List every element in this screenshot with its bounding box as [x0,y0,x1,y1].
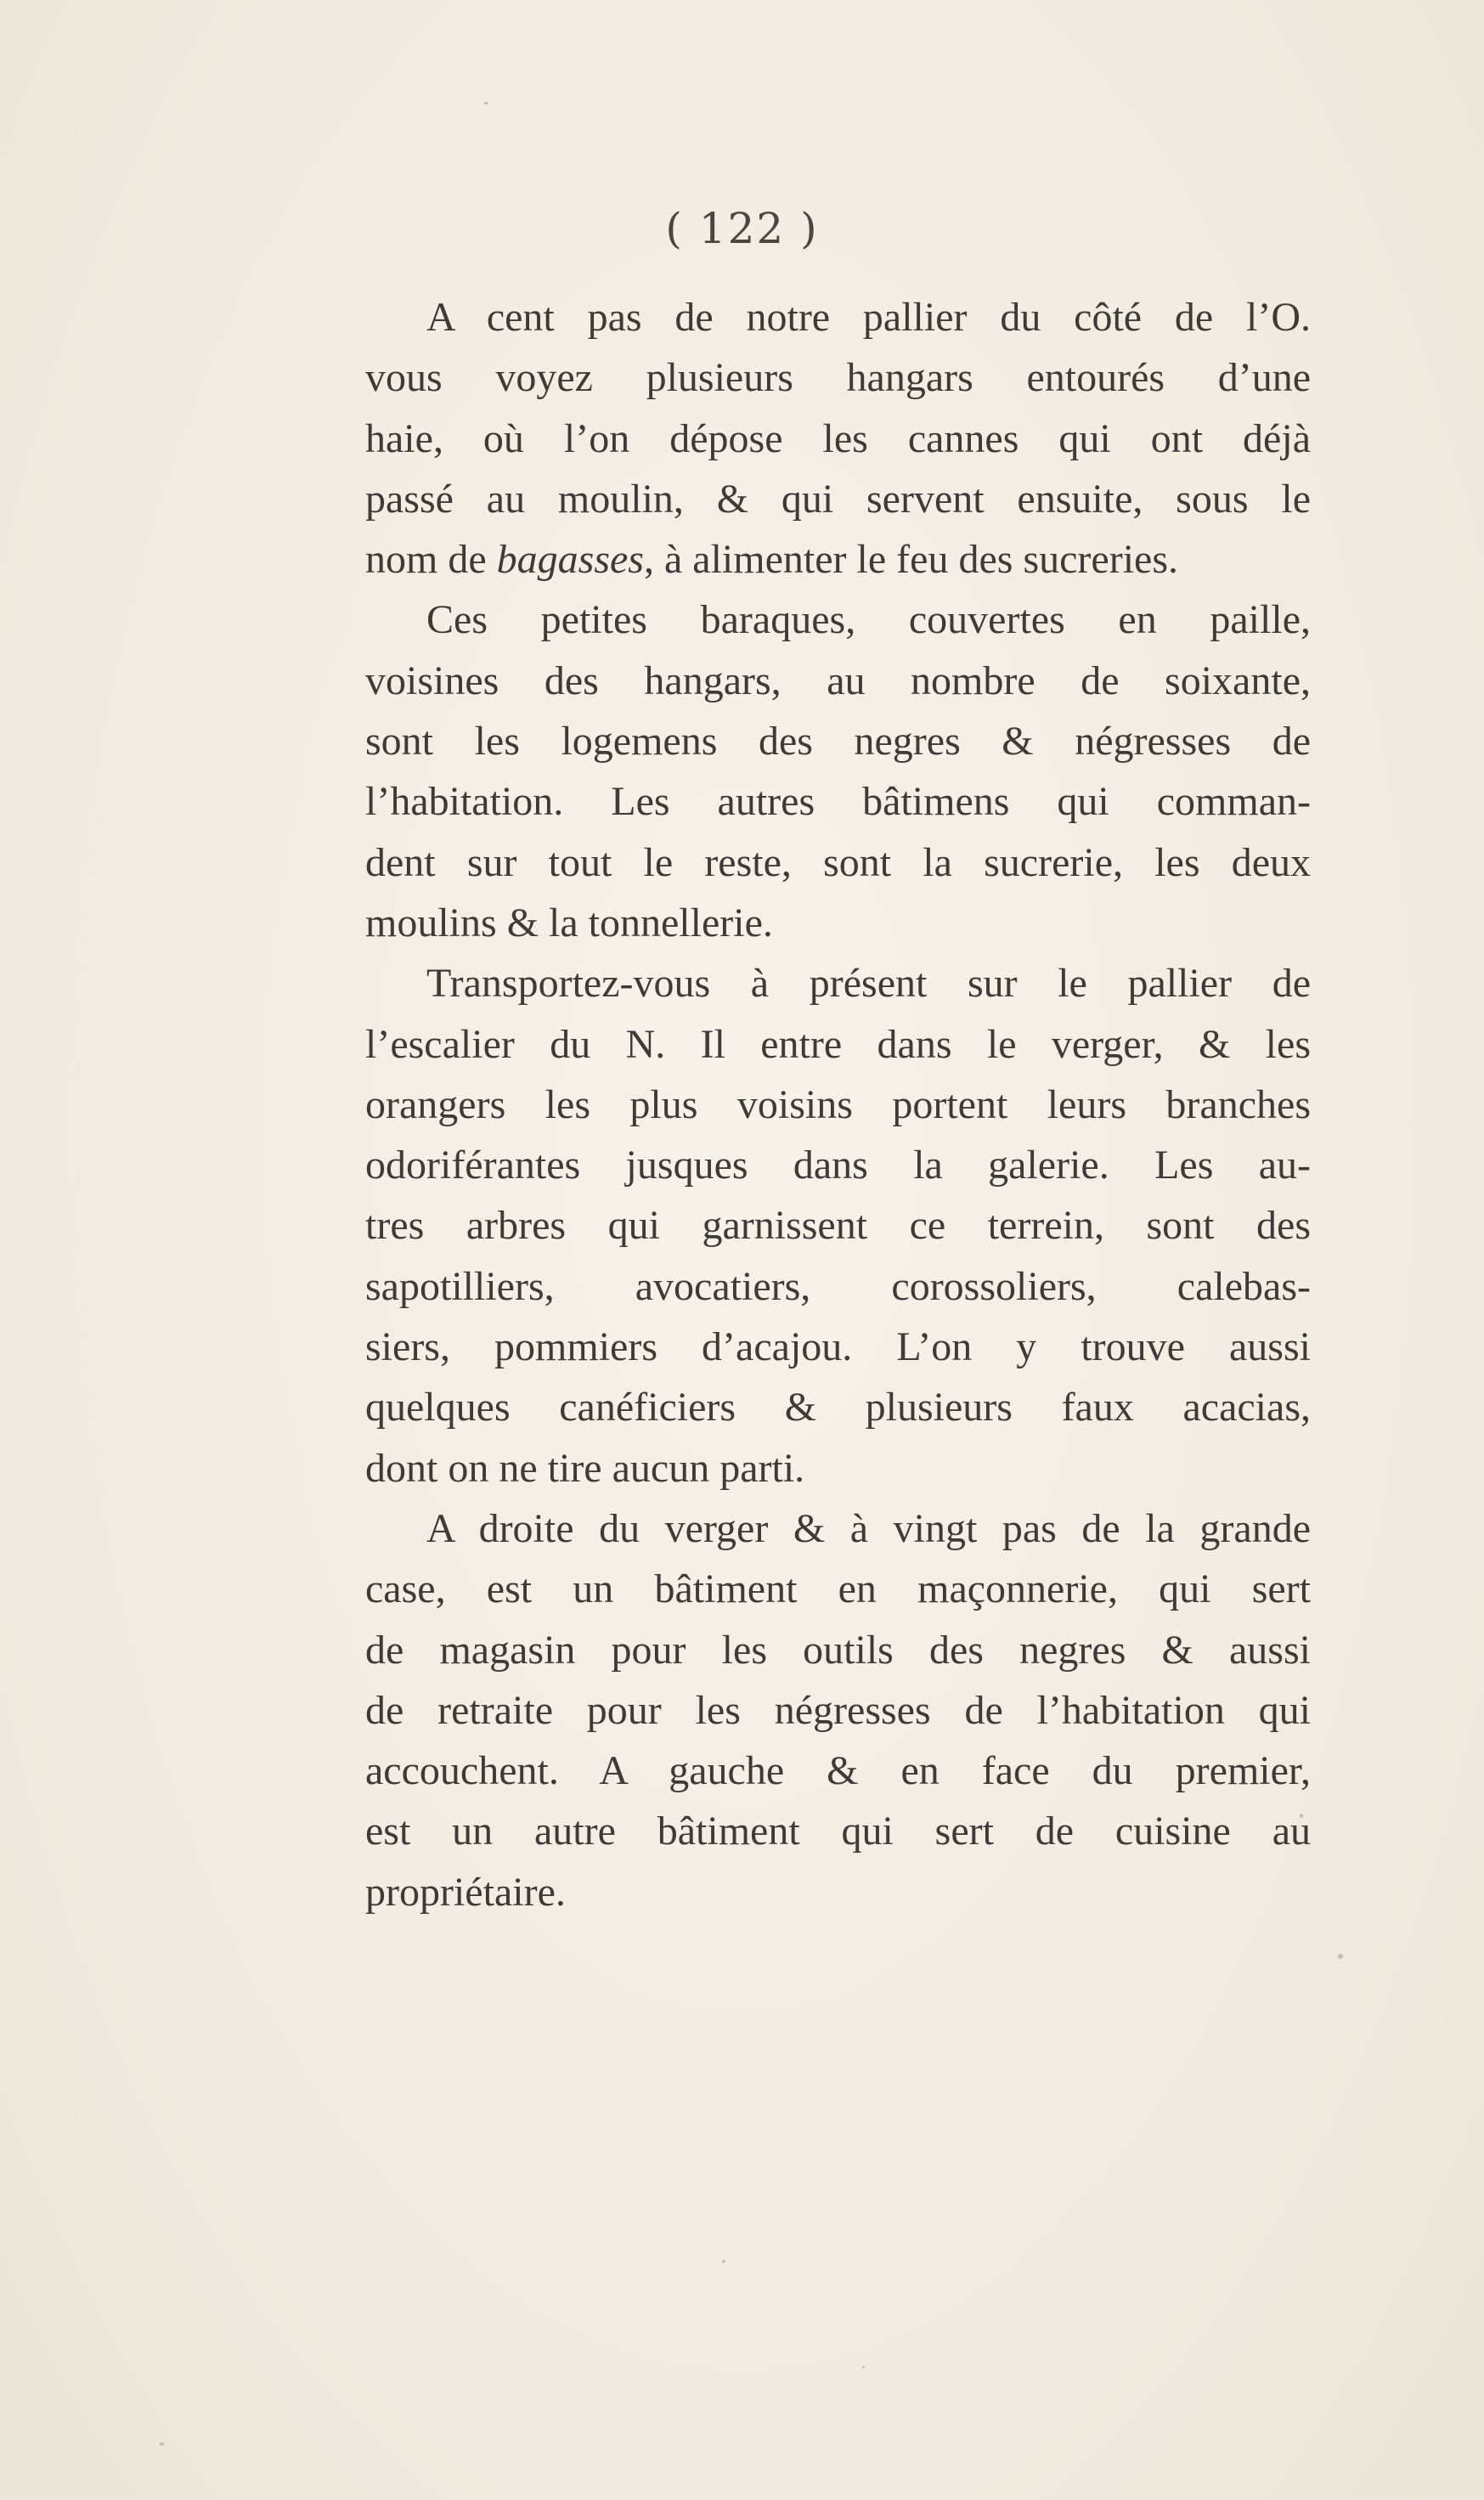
paragraph [304,953,1311,1498]
body-text [304,287,1311,1922]
text-line: vous voyez plusieurs hangars entourés d’une [365,355,1311,401]
text-line: case, est un bâtiment en maçonnerie, qui sert [365,1566,1311,1612]
text-line: A cent pas de notre pallier du côté de l’O. [426,295,1311,340]
text-line: dont on ne tire aucun parti. [365,1445,805,1491]
paragraph [304,590,1311,953]
text-line-with-italic [304,529,1311,590]
text-segment: , à alimenter le feu des sucreries. [643,537,1179,583]
page-number-header: ( 122 ) [665,204,819,253]
text-line: odoriférantes jusques dans la galerie. Les au- [365,1143,1311,1188]
text-line: accouchent. A gauche & en face du premier, [365,1748,1311,1794]
text-line: propriétaire. [365,1869,566,1915]
text-line: sont les logemens des negres & négresses de [365,719,1311,765]
text-line: tres arbres qui garnissent ce terrein, sont des [365,1203,1311,1249]
paragraph [304,1498,1311,1922]
text-line: de magasin pour les outils des negres & aussi [365,1627,1311,1673]
text-line: passé au moulin, & qui servent ensuite, sous le [365,476,1311,522]
text-line: dent sur tout le reste, sont la sucrerie, les deux [365,839,1311,885]
paragraph [304,287,1311,590]
text-line: sapotilliers, avocatiers, corossoliers, calebas- [365,1263,1311,1309]
text-line: siers, pommiers d’acajou. L’on y trouve aussi [365,1324,1311,1370]
paper-speck [862,2366,865,2368]
paper-speck [1338,1954,1343,1959]
text-line: l’habitation. Les autres bâtimens qui comman- [365,779,1311,825]
text-line: orangers les plus voisins portent leurs branches [365,1081,1311,1127]
text-line: est un autre bâtiment qui sert de cuisine au [365,1809,1311,1854]
text-line: de retraite pour les négresses de l’habitation qui [365,1687,1311,1733]
text-line: A droite du verger & à vingt pas de la grande [426,1505,1311,1551]
paper-speck [722,2260,725,2263]
text-line: l’escalier du N. Il entre dans le verger, & les [365,1021,1311,1067]
text-line: Ces petites baraques, couvertes en paille, [426,597,1311,643]
text-line: Transportez-vous à présent sur le pallier de [426,961,1311,1007]
text-segment: nom de [365,537,497,583]
text-line: moulins & la tonnellerie. [365,900,773,945]
text-line: voisines des hangars, au nombre de soixante, [365,657,1311,703]
paper-speck [160,2442,164,2446]
italic-term: bagasses [496,537,644,583]
text-line: quelques canéficiers & plusieurs faux acacias, [365,1385,1311,1431]
paper-speck [484,102,488,104]
text-line: haie, où l’on dépose les cannes qui ont déjà [365,415,1311,461]
